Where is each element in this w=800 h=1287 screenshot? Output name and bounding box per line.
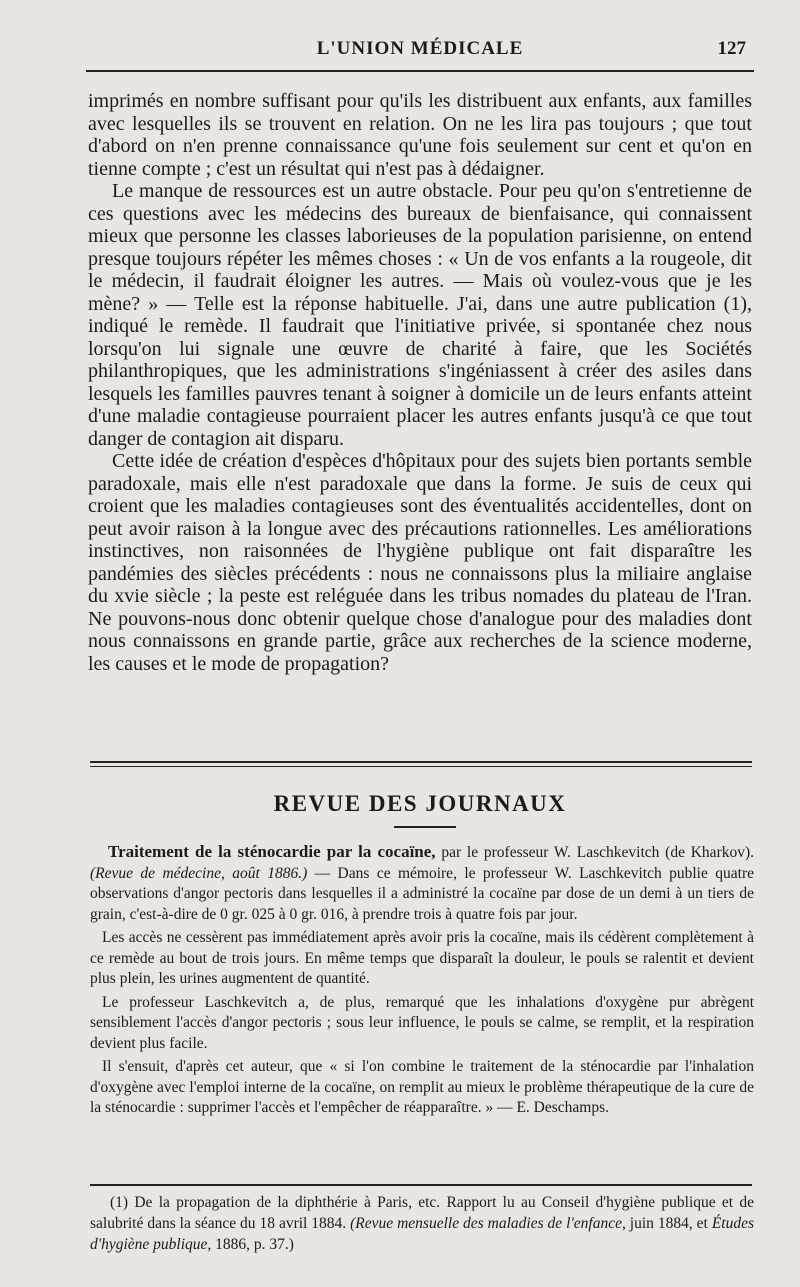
running-title: L'UNION MÉDICALE [316,38,524,59]
footnote-end: 1886, p. 37.) [215,1236,294,1253]
paragraph-1: imprimés en nombre suffisant pour qu'ils les distribuent aux enfants, aux familles avec lesquelles ils se trouvent en relation. On ne les lira pas toujours ; que tout d'abord on n'en prenne connaissance qu'une fois seulement sur cent et qu'on en tienne compte ; c'est un résultat qui n'est pas à dédaigner. [88,90,752,180]
footnote-report: De la propagation de la diphthérie à Paris, etc. Rapport lu au Conseil d'hygiène publique et de salubrité dans la séance du 18 avril 1884. [90,1194,755,1232]
footnote-journal: (Revue mensuelle des maladies de l'enfance, [350,1215,626,1232]
article-byline: par le professeur W. Laschkevitch (de Kharkov). [441,844,755,861]
title-dash [394,826,456,828]
page-header [88,38,752,62]
paragraph-3: Cette idée de création d'espèces d'hôpitaux pour des sujets bien portants semble paradoxale, mais elle n'est paradoxale que dans la forme. Je suis de ceux qui croient que les maladies contagieuses sont des éventualités accidentelles, dont on peut avoir raison à la longue avec des précautions rationnelles. Les améliorations instinctives, non raisonnées de l'hygiène publique ont fait disparaître les pandémies des siècles précédents : nous ne connaissons plus la miliaire anglaise du xvie siècle ; la peste est reléguée dans les tribus nomades du plateau de l'Iran. Ne pouvons-nous donc obtenir quelque chose d'analogue pour des maladies dont nous connaissons en grande partie, grâce aux recherches de la science moderne, les causes et le mode de propagation? [88,450,752,675]
article-source: (Revue de médecine, août 1886.) [90,864,308,882]
page-number: 127 [717,38,746,59]
section-rule-thin [90,766,752,767]
footnote-rule [90,1184,752,1186]
journal-review [90,842,754,1122]
footnote-date: juin 1884, et [629,1215,708,1232]
footnote-journal-2: Études d'hygiène publique, [90,1215,754,1253]
review-paragraph-1-text: — Dans ce mémoire, le professeur W. Laschkevitch publie quatre observations d'angor pectoris dans lesquelles il a administré la cocaïne par dose de un demi à un tiers de grain, c'est-à-dire de 0 gr. 025 à 0 gr. 016, à prendre trois à quatre fois par jour. [90,864,754,923]
section-title: REVUE DES JOURNAUX [273,791,567,816]
article-title: Traitement de la sténocardie par la cocaïne, [108,842,436,861]
section-rule-thick [90,761,752,763]
footnote-text [90,1192,754,1255]
review-paragraph-2: Les accès ne cessèrent pas immédiatement après avoir pris la cocaïne, mais ils cédèrent complètement à ce remède au bout de trois jours. En même temps que disparaît la douleur, le pouls se ralentit et devient plus plein, les urines augmentent de quantité. [90,929,754,987]
header-rule [86,70,754,72]
review-paragraph-3: Le professeur Laschkevitch a, de plus, remarqué que les inhalations d'oxygène pur abrègent sensiblement l'accès d'angor pectoris ; sous leur influence, le pouls se calme, se remplit, et la respiration devient plus facile. [90,993,754,1052]
review-paragraph-1 [90,842,754,925]
paragraph-2: Le manque de ressources est un autre obstacle. Pour peu qu'on s'entretienne de ces questions avec les médecins des bureaux de bienfaisance, qui connaissent mieux que personne les classes laborieuses de la population parisienne, on entend presque toujours répéter les mêmes choses : « Un de vos enfants a la rougeole, dit le médecin, il faudrait éloigner les autres. — Mais où voulez-vous que je les mène? » — Telle est la réponse habituelle. J'ai, dans une autre publication (1), indiqué le remède. Il faudrait que l'initiative privée, si spontanée chez nous lorsqu'on lui signale une œuvre de charité à faire, que les Sociétés philanthropiques, que les administrations s'ingéniassent à créer des asiles dans lesquels les familles pauvres tenant à soigner à domicile un de leurs enfants atteint d'une maladie contagieuse pourraient placer les autres enfants jusqu'à ce que tout danger de contagion ait disparu. [88,180,752,450]
main-text [88,90,752,675]
footnote [90,1192,754,1255]
footnote-marker: (1) [110,1194,129,1211]
review-paragraph-4: Il s'ensuit, d'après cet auteur, que « si l'on combine le traitement de la sténocardie par l'inhalation d'oxygène avec l'emploi interne de la cocaïne, on remplit au mieux le problème thérapeutique de la cure de la sténocardie : supprimer l'accès et l'empêcher de réapparaître. » — E. Deschamps. [90,1058,754,1116]
